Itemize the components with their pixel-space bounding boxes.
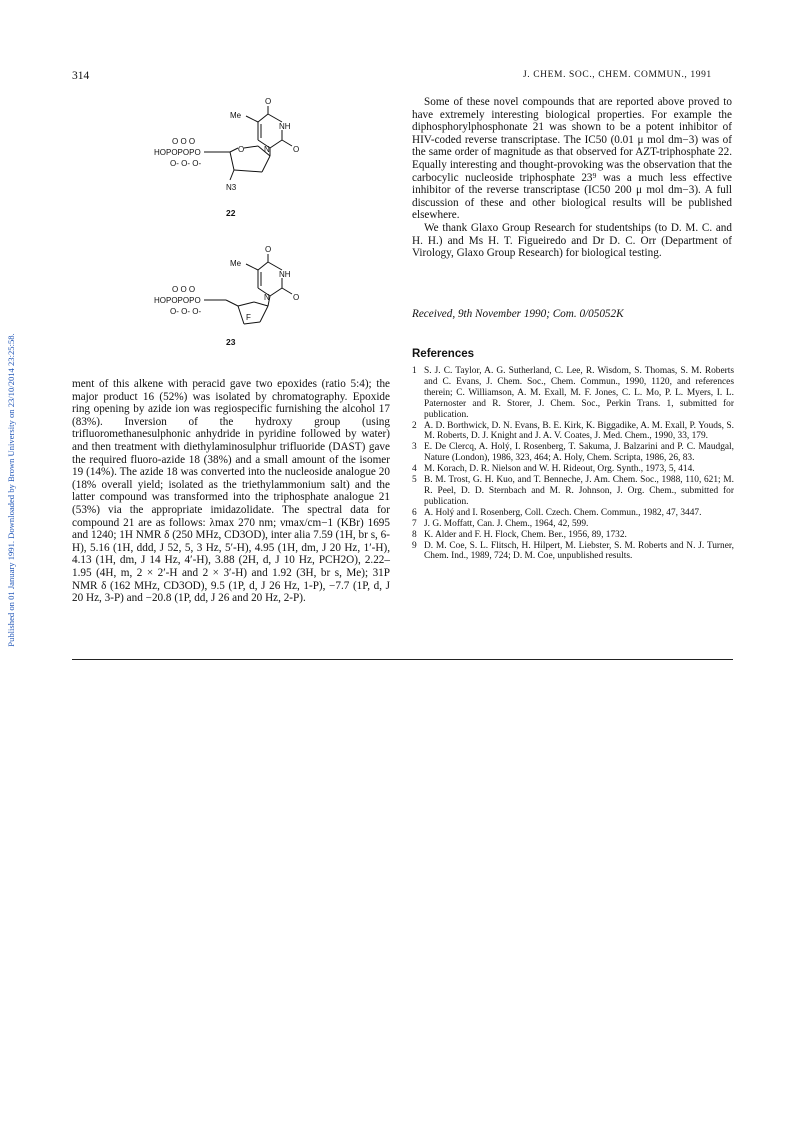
results-paragraph: Some of these novel compounds that are reported above proved to have extremely interesting biological properties. For example the diphosphorylphosphonate 21 was shown to be a potent inhibitor of HIV-coded reverse transcriptase. The IC50 (0.01 μ mol dm−3) was of the same order of magnitude as that observed for AZT-triphosphate 22. Equally interesting and thought-provoking was the observation that the carbocylic nucleoside triphosphate 23⁹ was a much less effective inhibitor of the reverse transcriptase (IC50 200 μ mol dm−3). A full discussion of these and other biological results will be published elsewhere. bbox=[412, 96, 732, 222]
reference-number: 8 bbox=[412, 529, 417, 540]
s23-atom-me: Me bbox=[230, 259, 242, 268]
s22-phosphate-chain: HOPOPOPO bbox=[154, 148, 201, 157]
reference-number: 1 bbox=[412, 366, 417, 376]
reference-number: 9 bbox=[412, 540, 417, 551]
reference-number: 4 bbox=[412, 464, 417, 475]
reference-number: 6 bbox=[412, 507, 417, 518]
reference-text: A. Holý and I. Rosenberg, Coll. Czech. Chem. Commun., 1982, 47, 3447. bbox=[424, 507, 702, 518]
download-watermark-text: Published on 01 January 1991. Downloaded by Brown University on 23/10/2014 23:25:58. bbox=[6, 333, 16, 647]
reference-item bbox=[412, 530, 734, 541]
reference-text: E. De Clercq, A. Holý, I. Rosenberg, T. Sakuma, J. Balzarini and P. C. Maudgal, Nature (London), 1986, 323, 464; A. Holy, Chem. Scripta, 1986, 26, 83. bbox=[424, 442, 734, 464]
s22-phosphate-o: O O O bbox=[172, 137, 196, 146]
left-column bbox=[72, 378, 390, 605]
reference-item bbox=[412, 475, 734, 508]
received-date: Received, 9th November 1990; Com. 0/05052K bbox=[412, 308, 624, 320]
reference-number: 5 bbox=[412, 475, 417, 486]
s23-atom-o-top: O bbox=[265, 245, 272, 254]
acknowledgement-paragraph: We thank Glaxo Group Research for studentships (to D. M. C. and H. H.) and Ms H. T. Figueiredo and Dr D. C. Orr (Department of Virology, Glaxo Group Research) for biological testing. bbox=[412, 221, 732, 260]
s22-atom-o-top: O bbox=[265, 97, 272, 106]
reference-number: 3 bbox=[412, 442, 417, 453]
s23-phosphate-o: O O O bbox=[172, 285, 196, 294]
s23-phosphate-bottom: O- O- O- bbox=[170, 307, 202, 316]
compound-label-23: 23 bbox=[226, 337, 236, 347]
structure-22 bbox=[150, 92, 320, 217]
reference-item bbox=[412, 508, 734, 519]
s23-fluorine: F bbox=[246, 313, 251, 322]
reference-text: K. Alder and F. H. Flock, Chem. Ber., 1956, 89, 1732. bbox=[424, 529, 627, 540]
reference-item bbox=[412, 366, 734, 421]
reference-number: 7 bbox=[412, 518, 417, 529]
right-column bbox=[412, 96, 732, 260]
references-heading: References bbox=[412, 348, 475, 360]
reference-text: A. D. Borthwick, D. N. Evans, B. E. Kirk, K. Biggadike, A. M. Exall, P. Youds, S. M. Roberts, D. J. Knight and J. A. V. Coates, J. Med. Chem., 1990, 33, 179. bbox=[424, 420, 734, 442]
reference-text: B. M. Trost, G. H. Kuo, and T. Benneche, J. Am. Chem. Soc., 1988, 110, 621; M. R. Peel, D. D. Sternbach and M. R. Johnson, J. Org. Chem., submitted for publication. bbox=[424, 475, 734, 507]
reference-item bbox=[412, 519, 734, 530]
s22-atom-o-right: O bbox=[293, 145, 300, 154]
s22-phosphate-bottom: O- O- O- bbox=[170, 159, 202, 168]
structure-22-drawing bbox=[150, 92, 320, 217]
page-number: 314 bbox=[72, 70, 90, 82]
s23-atom-o-right: O bbox=[293, 293, 300, 302]
s22-azide: N3 bbox=[226, 183, 237, 192]
reference-item bbox=[412, 421, 734, 443]
s22-atom-o-ring: O bbox=[238, 145, 245, 154]
s22-atom-n: N bbox=[264, 145, 270, 154]
running-head: J. CHEM. SOC., CHEM. COMMUN., 1991 bbox=[523, 70, 712, 80]
s22-atom-nh: NH bbox=[279, 122, 291, 131]
s23-atom-nh: NH bbox=[279, 270, 291, 279]
reference-item bbox=[412, 541, 734, 563]
reference-item bbox=[412, 464, 734, 475]
left-column-paragraph: ment of this alkene with peracid gave two epoxides (ratio 5:4); the major product 16 (52%) was isolated by chromatography. Epoxide ring opening by azide ion was regiospecific furnishing the alcohol 17 (83%). Inversion of the hydroxy group (using trifluoromethanesulphonic anhydride in pyridine followed by water) and then treatment with diethylaminosulphur trifluoride (DAST) gave the required fluoro-azide 18 (38%) and a small amount of the isomer 19 (14%). The azide 18 was converted into the nucleoside analogue 20 (18% overall yield; isolated as the triethylammonium salt) and the latter compound was transformed into the triphosphate analogue 21 (53%) via the appropriate imidazolidate. The spectral data for compound 21 are as follows: λmax 270 nm; νmax/cm−1 (KBr) 1695 and 1240; 1H NMR δ (250 MHz, CD3OD), inter alia 7.59 (1H, br s, 6-H), 5.16 (1H, ddd, J 52, 5, 3 Hz, 5′-H), 4.95 (1H, dm, J 20 Hz, 1′-H), 4.13 (1H, dm, J 14 Hz, 4′-H), 3.88 (2H, d, J 10 Hz, PCH2O), 2.22–1.95 (4H, m, 2 × 2′-H and 2 × 3′-H) and 1.92 (3H, br s, Me); 31P NMR δ (162 MHz, CD3OD), 9.5 (1P, d, J 26 Hz, 1-P), −7.7 (1P, d, J 20 Hz, 3-P) and −20.8 (1P, dd, J 26 and 20 Hz, 2-P). bbox=[72, 378, 390, 605]
footer-rule bbox=[72, 659, 733, 660]
reference-item bbox=[412, 442, 734, 464]
compound-label-22: 22 bbox=[226, 208, 236, 218]
reference-text: S. J. C. Taylor, A. G. Sutherland, C. Lee, R. Wisdom, S. Thomas, S. M. Roberts and C. Evans, J. Chem. Soc., Chem. Commun., 1990, 1120, and references therein; C. Williamson, A. M. Exall, M. F. Jones, C. L. Mo, P. L. Myers, I. L. Paternoster and R. Storer, J. Chem. Soc., Perkin Trans. 1, submitted for publication. bbox=[424, 366, 734, 420]
reference-text: J. G. Moffatt, Can. J. Chem., 1964, 42, 599. bbox=[424, 518, 589, 529]
s23-atom-n: N bbox=[264, 293, 270, 302]
reference-text: D. M. Coe, S. L. Flitsch, H. Hilpert, M. Liebster, S. M. Roberts and N. J. Turner, Chem. Ind., 1989, 724; D. M. Coe, unpublished results. bbox=[424, 540, 734, 562]
s22-atom-me: Me bbox=[230, 111, 242, 120]
reference-number: 2 bbox=[412, 420, 417, 431]
references-list bbox=[412, 366, 734, 562]
s23-phosphate-chain: HOPOPOPO bbox=[154, 296, 201, 305]
reference-text: M. Korach, D. R. Nielson and W. H. Rideout, Org. Synth., 1973, 5, 414. bbox=[424, 464, 695, 475]
download-watermark bbox=[4, 300, 18, 680]
